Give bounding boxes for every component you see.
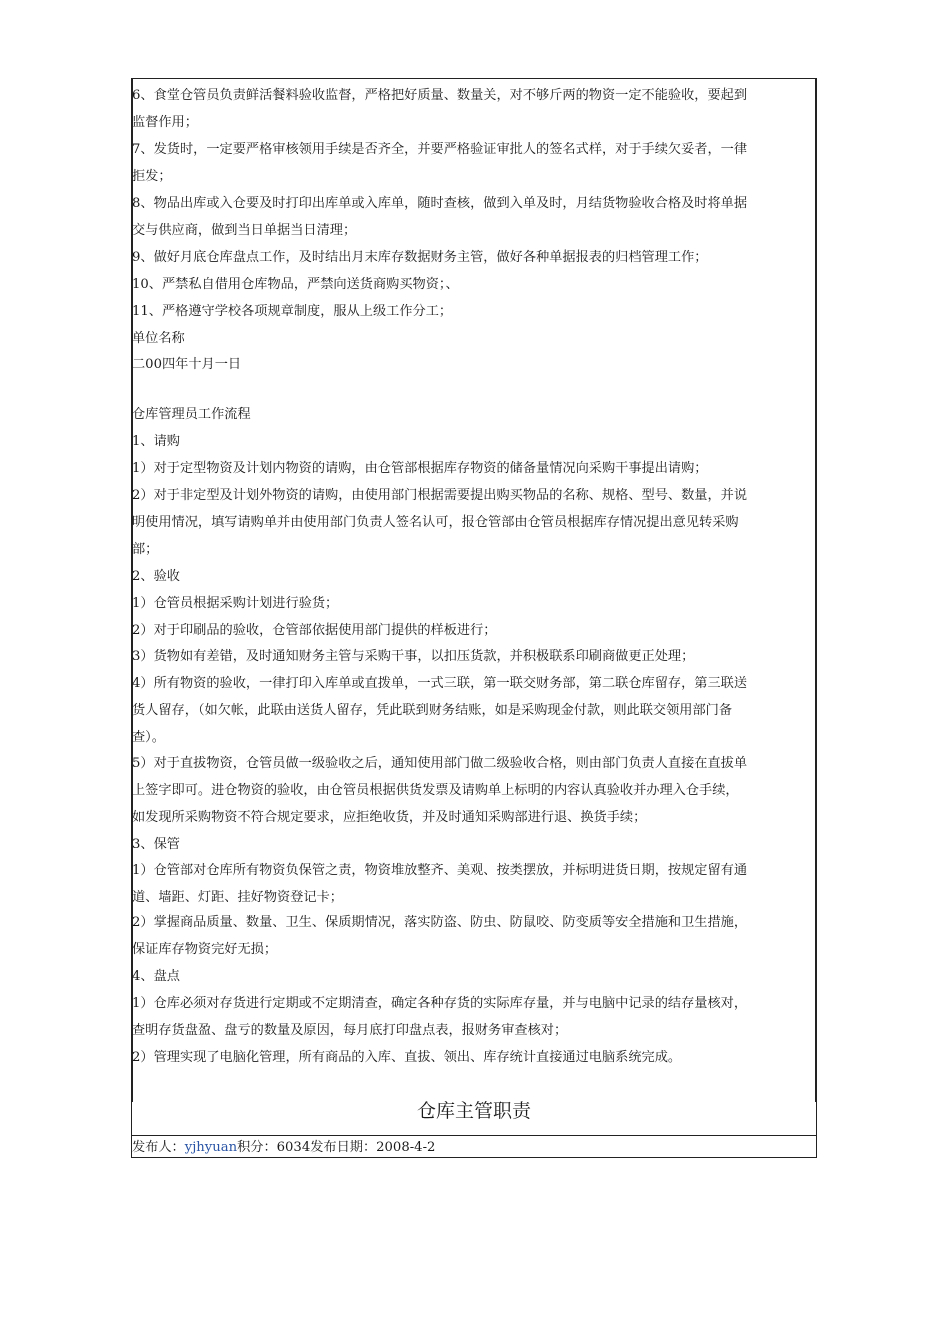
text-line: 保证库存物资完好无损；	[132, 942, 278, 957]
text-line: 5）对于直拔物资，仓管员做一级验收之后，通知使用部门做二级验收合格，则由部门负责人直接在直拔单	[132, 756, 748, 771]
text-line: 拒发；	[132, 169, 172, 184]
post-meta	[132, 1139, 435, 1157]
text-line: 3）货物如有差错，及时通知财务主管与采购干事，以扣压货款，并积极联系印刷商做更正处理；	[132, 649, 695, 664]
text-line: 10、严禁私自借用仓库物品，严禁向送货商购买物资；、	[132, 277, 459, 292]
text-line: 查明存货盘盈、盘亏的数量及原因，每月底打印盘点表，报财务审查核对；	[132, 1023, 568, 1038]
text-line: 货人留存，（如欠帐，此联由送货人留存，凭此联到财务结账，如是采购现金付款，则此联交领用部门备	[132, 703, 733, 718]
text-line: 1）仓管员根据采购计划进行验货；	[132, 596, 339, 611]
points-label: 积分：	[237, 1140, 277, 1155]
text-line: 部；	[132, 542, 159, 557]
text-line: 2）管理实现了电脑化管理，所有商品的入库、直拔、领出、库存统计直接通过电脑系统完成。	[132, 1050, 682, 1065]
date-label: 发布日期：	[310, 1140, 377, 1155]
text-line: 明使用情况，填写请购单并由使用部门负责人签名认可，报仓管部由仓管员根据库存情况提出意见转采购	[132, 515, 739, 530]
date-value: 2008-4-2	[376, 1140, 436, 1155]
text-line: 8、物品出库或入仓要及时打印出库单或入库单，随时查核，做到入单及时，月结货物验收合格及时将单据	[132, 196, 748, 211]
points-value: 6034	[276, 1140, 311, 1155]
text-line: 单位名称	[132, 331, 185, 346]
text-line: 4）所有物资的验收，一律打印入库单或直拨单，一式三联，第一联交财务部，第二联仓库留存，第三联送	[132, 676, 748, 691]
publisher-link[interactable]: yjhyuan	[184, 1140, 238, 1155]
section-heading: 仓库主管职责	[416, 1100, 531, 1122]
text-line: 二00四年十月一日	[132, 357, 242, 372]
text-line: 如发现所采购物资不符合规定要求，应拒绝收货，并及时通知采购部进行退、换货手续；	[132, 810, 647, 825]
text-line: 上签字即可。进仓物资的验收，由仓管员根据供货发票及请购单上标明的内容认真验收并办理入仓手续，	[132, 783, 739, 798]
text-line: 7、发货时，一定要严格审核领用手续是否齐全，并要严格验证审批人的签名式样，对于手续欠妥者，一律	[132, 142, 748, 157]
text-line: 2、验收	[132, 569, 180, 584]
text-line: 1）对于定型物资及计划内物资的请购，由仓管部根据库存物资的储备量情况向采购干事提出请购；	[132, 461, 708, 476]
text-line: 1、请购	[132, 434, 180, 449]
text-line: 6、食堂仓管员负责鲜活餐料验收监督，严格把好质量、数量关，对不够斤两的物资一定不能验收，要起到	[132, 88, 748, 103]
text-line: 2）对于印刷品的验收，仓管部依据使用部门提供的样板进行；	[132, 623, 497, 638]
text-line: 2）掌握商品质量、数量、卫生、保质期情况，落实防盗、防虫、防鼠咬、防变质等安全措施和卫生措施，	[132, 915, 748, 930]
text-line: 查）。	[132, 730, 165, 745]
text-line: 1）仓库必须对存货进行定期或不定期清查，确定各种存货的实际库存量，并与电脑中记录的结存量核对，	[132, 996, 748, 1011]
text-line: 4、盘点	[132, 969, 180, 984]
text-line: 3、保管	[132, 837, 180, 852]
frame-divider	[132, 1135, 816, 1136]
text-line: 2）对于非定型及计划外物资的请购，由使用部门根据需要提出购买物品的名称、规格、型号、数量，并说	[132, 488, 748, 503]
text-line: 交与供应商，做到当日单据当日清理；	[132, 223, 357, 238]
text-line: 1）仓管部对仓库所有物资负保管之责，物资堆放整齐、美观、按类摆放，并标明进货日期，按规定留有通	[132, 863, 748, 878]
text-line: 监督作用；	[132, 115, 198, 130]
text-line: 9、做好月底仓库盘点工作，及时结出月末库存数据财务主管，做好各种单据报表的归档管理工作；	[132, 250, 708, 265]
publisher-label: 发布人：	[132, 1140, 185, 1155]
text-line: 11、严格遵守学校各项规章制度，服从上级工作分工；	[132, 304, 453, 319]
text-line: 道、墙距、灯距、挂好物资登记卡；	[132, 890, 343, 905]
text-line: 仓库管理员工作流程	[132, 407, 251, 422]
